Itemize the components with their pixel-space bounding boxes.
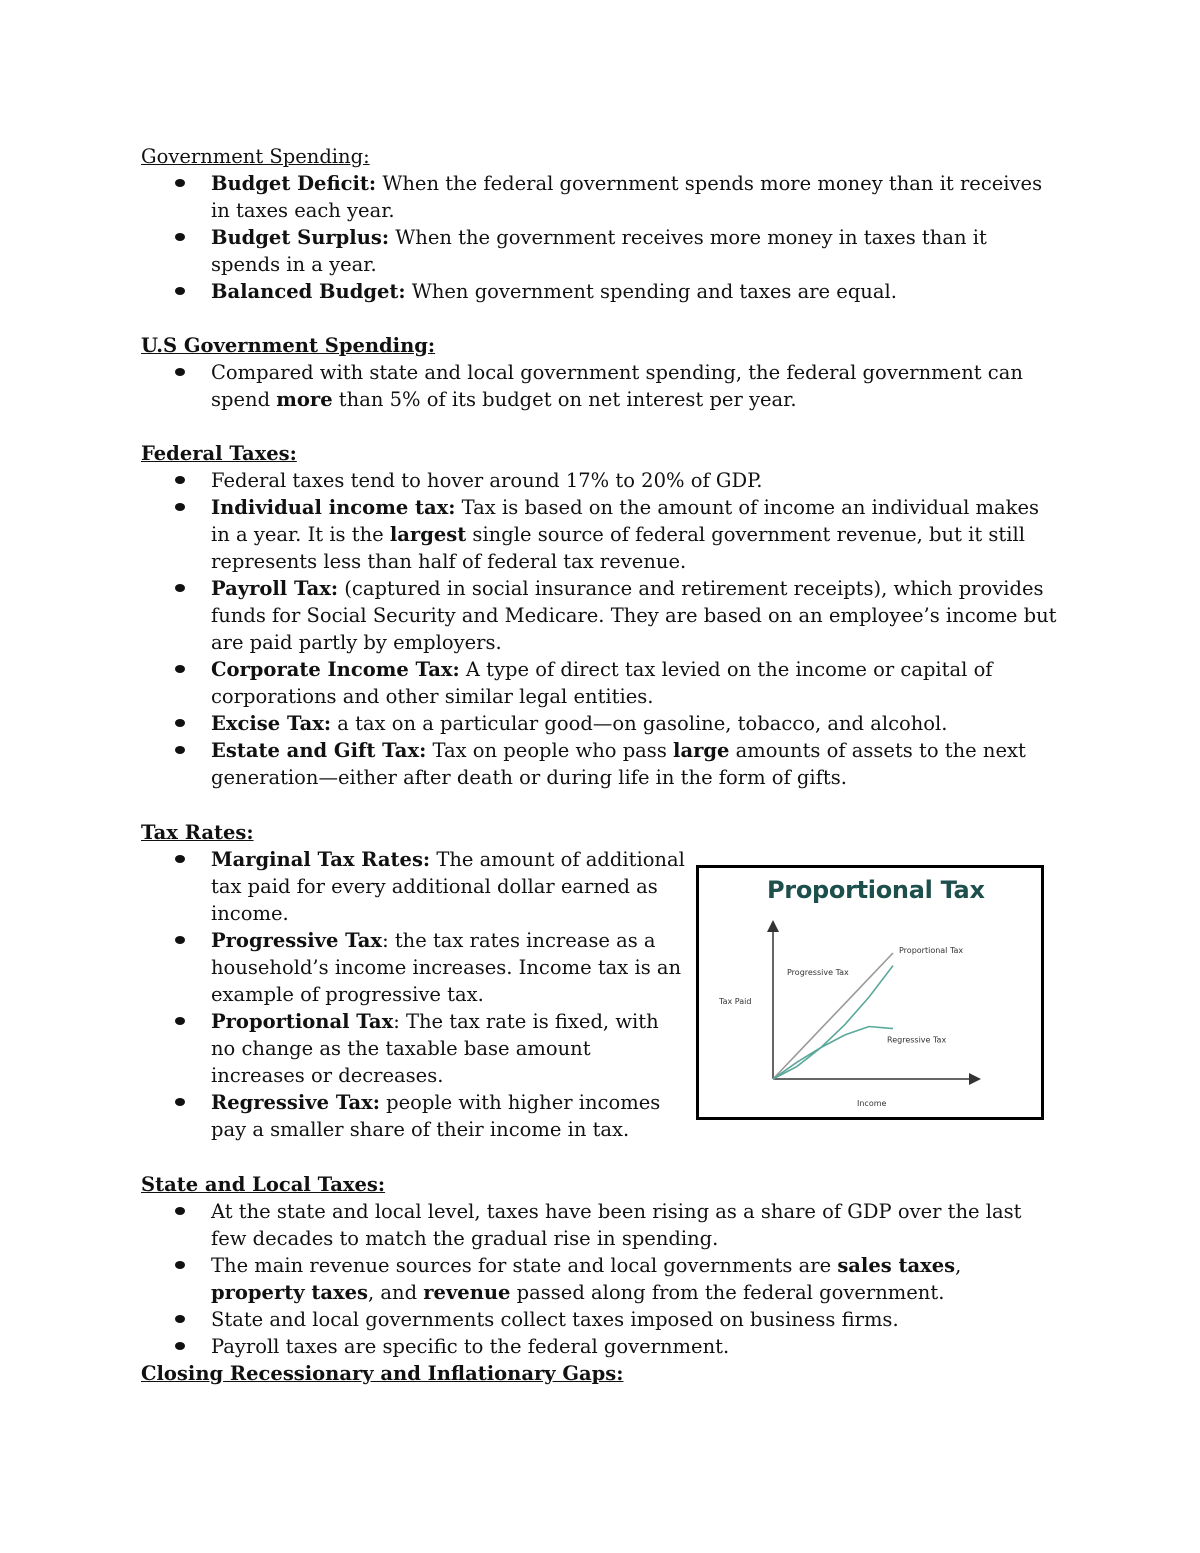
definition-text: amounts of assets to the next generation—either after death or during life in the form of gifts.	[211, 739, 1026, 789]
term-budget-deficit: Budget Deficit:	[211, 172, 377, 195]
item-text: ,	[955, 1254, 962, 1277]
us-spending-list	[141, 359, 1061, 413]
bullet-icon	[175, 855, 185, 863]
bullet-icon	[175, 584, 185, 592]
emphasis-text: more	[276, 388, 333, 411]
definition-text: people with higher incomes pay a smaller share of their income in tax.	[211, 1091, 661, 1141]
bullet-icon	[175, 1261, 185, 1269]
item-text: Federal taxes tend to hover around 17% to 20% of GDP.	[211, 469, 763, 492]
definition-text: : The tax rate is fixed, with no change as the taxable base amount increases or decreases.	[211, 1010, 659, 1087]
term-estate-and-gift-tax: Estate and Gift Tax:	[211, 739, 427, 762]
x-axis-label: Income	[857, 1099, 887, 1108]
section-heading-government-spending: Government Spending:	[141, 145, 370, 168]
list-item	[141, 575, 1061, 656]
definition-text: When the federal government spends more money than it receives in taxes each year.	[211, 172, 1043, 222]
emphasis-text: large	[673, 739, 730, 762]
definition-text: A type of direct tax levied on the income or capital of corporations and other similar legal entities.	[211, 658, 993, 708]
term-individual-income-tax: Individual income tax:	[211, 496, 456, 519]
bullet-icon	[175, 233, 185, 241]
term-payroll-tax: Payroll Tax:	[211, 577, 339, 600]
item-text: At the state and local level, taxes have been rising as a share of GDP over the last few decades to match the gradual rise in spending.	[211, 1200, 1022, 1250]
section-heading-state-and-local-taxes: State and Local Taxes:	[141, 1173, 386, 1196]
term-progressive-tax: Progressive Tax	[211, 929, 383, 952]
list-item	[141, 278, 1061, 305]
bullet-icon	[175, 936, 185, 944]
item-text: Compared with state and local government spending, the federal government can spend	[211, 361, 1023, 411]
item-text: , and	[368, 1281, 424, 1304]
bullet-icon	[175, 1098, 185, 1106]
bullet-icon	[175, 179, 185, 187]
chart-title: Proportional Tax	[767, 876, 985, 904]
definition-text: a tax on a particular good—on gasoline, tobacco, and alcohol.	[331, 712, 948, 735]
bullet-icon	[175, 476, 185, 484]
definition-text: When the government receives more money in taxes than it spends in a year.	[211, 226, 987, 276]
state-local-taxes-list	[141, 1198, 1061, 1360]
government-spending-list	[141, 170, 1061, 305]
list-item	[141, 1089, 689, 1143]
bullet-icon	[175, 503, 185, 511]
series-line-progressive-tax	[773, 966, 893, 1079]
tax-rates-list	[141, 846, 689, 1143]
series-label-proportional-tax: Proportional Tax	[899, 946, 964, 955]
definition-text: (captured in social insurance and retirement receipts), which provides funds for Social Security and Medicare. They are based on an employee’s income but are paid partly by employers.	[211, 577, 1057, 654]
bullet-icon	[175, 1017, 185, 1025]
item-text: passed along from the federal government.	[510, 1281, 945, 1304]
series-line-regressive-tax	[773, 1027, 893, 1080]
emphasis-sales-taxes: sales taxes	[837, 1254, 956, 1277]
list-item	[141, 467, 1061, 494]
list-item	[141, 1306, 1061, 1333]
definition-text: : the tax rates increase as a household’s income increases. Income tax is an example of progressive tax.	[211, 929, 682, 1006]
list-item	[141, 1198, 1061, 1252]
definition-text: Tax on people who pass	[426, 739, 674, 762]
item-text: than 5% of its budget on net interest per year.	[332, 388, 797, 411]
bullet-icon	[175, 368, 185, 376]
emphasis-property-taxes: property taxes	[211, 1281, 369, 1304]
term-regressive-tax: Regressive Tax:	[211, 1091, 380, 1114]
term-excise-tax: Excise Tax:	[211, 712, 332, 735]
list-item	[141, 710, 1061, 737]
definition-text: single source of federal government revenue, but it still represents less than half of federal tax revenue.	[211, 523, 1025, 573]
section-heading-us-government-spending: U.S Government Spending:	[141, 334, 436, 357]
list-item	[141, 494, 1061, 575]
list-item	[141, 737, 1061, 791]
term-corporate-income-tax: Corporate Income Tax:	[211, 658, 460, 681]
term-balanced-budget: Balanced Budget:	[211, 280, 406, 303]
bullet-icon	[175, 287, 185, 295]
series-label-progressive-tax: Progressive Tax	[787, 968, 849, 977]
section-heading-federal-taxes: Federal Taxes:	[141, 442, 297, 465]
tax-chart-svg	[699, 868, 1041, 1117]
list-item	[141, 1008, 689, 1089]
item-text: Payroll taxes are specific to the federal government.	[211, 1335, 730, 1358]
y-axis-label: Tax Paid	[719, 997, 752, 1006]
series-label-regressive-tax: Regressive Tax	[887, 1035, 947, 1045]
definition-text: The amount of additional tax paid for every additional dollar earned as income.	[211, 848, 685, 925]
item-text: State and local governments collect taxes imposed on business firms.	[211, 1308, 899, 1331]
bullet-icon	[175, 1207, 185, 1215]
series-layer	[773, 946, 963, 1079]
list-item	[141, 1252, 1061, 1306]
bullet-icon	[175, 665, 185, 673]
list-item	[141, 927, 689, 1008]
bullet-icon	[175, 719, 185, 727]
bullet-icon	[175, 746, 185, 754]
proportional-tax-figure	[696, 865, 1044, 1120]
section-heading-closing-gaps: Closing Recessionary and Inflationary Gaps:	[141, 1362, 624, 1385]
list-item	[141, 170, 1061, 224]
term-proportional-tax: Proportional Tax	[211, 1010, 394, 1033]
list-item	[141, 359, 1061, 413]
emphasis-revenue: revenue	[423, 1281, 511, 1304]
bullet-icon	[175, 1342, 185, 1350]
emphasis-text: largest	[389, 523, 467, 546]
federal-taxes-list	[141, 467, 1061, 791]
item-text: The main revenue sources for state and local governments are	[211, 1254, 838, 1277]
list-item	[141, 846, 689, 927]
term-budget-surplus: Budget Surplus:	[211, 226, 390, 249]
definition-text: Tax is based on the amount of income an individual makes in a year. It is the	[211, 496, 1039, 546]
term-marginal-tax-rates: Marginal Tax Rates:	[211, 848, 431, 871]
list-item	[141, 1333, 1061, 1360]
bullet-icon	[175, 1315, 185, 1323]
list-item	[141, 656, 1061, 710]
section-heading-tax-rates: Tax Rates:	[141, 821, 254, 844]
definition-text: When government spending and taxes are equal.	[405, 280, 897, 303]
list-item	[141, 224, 1061, 278]
